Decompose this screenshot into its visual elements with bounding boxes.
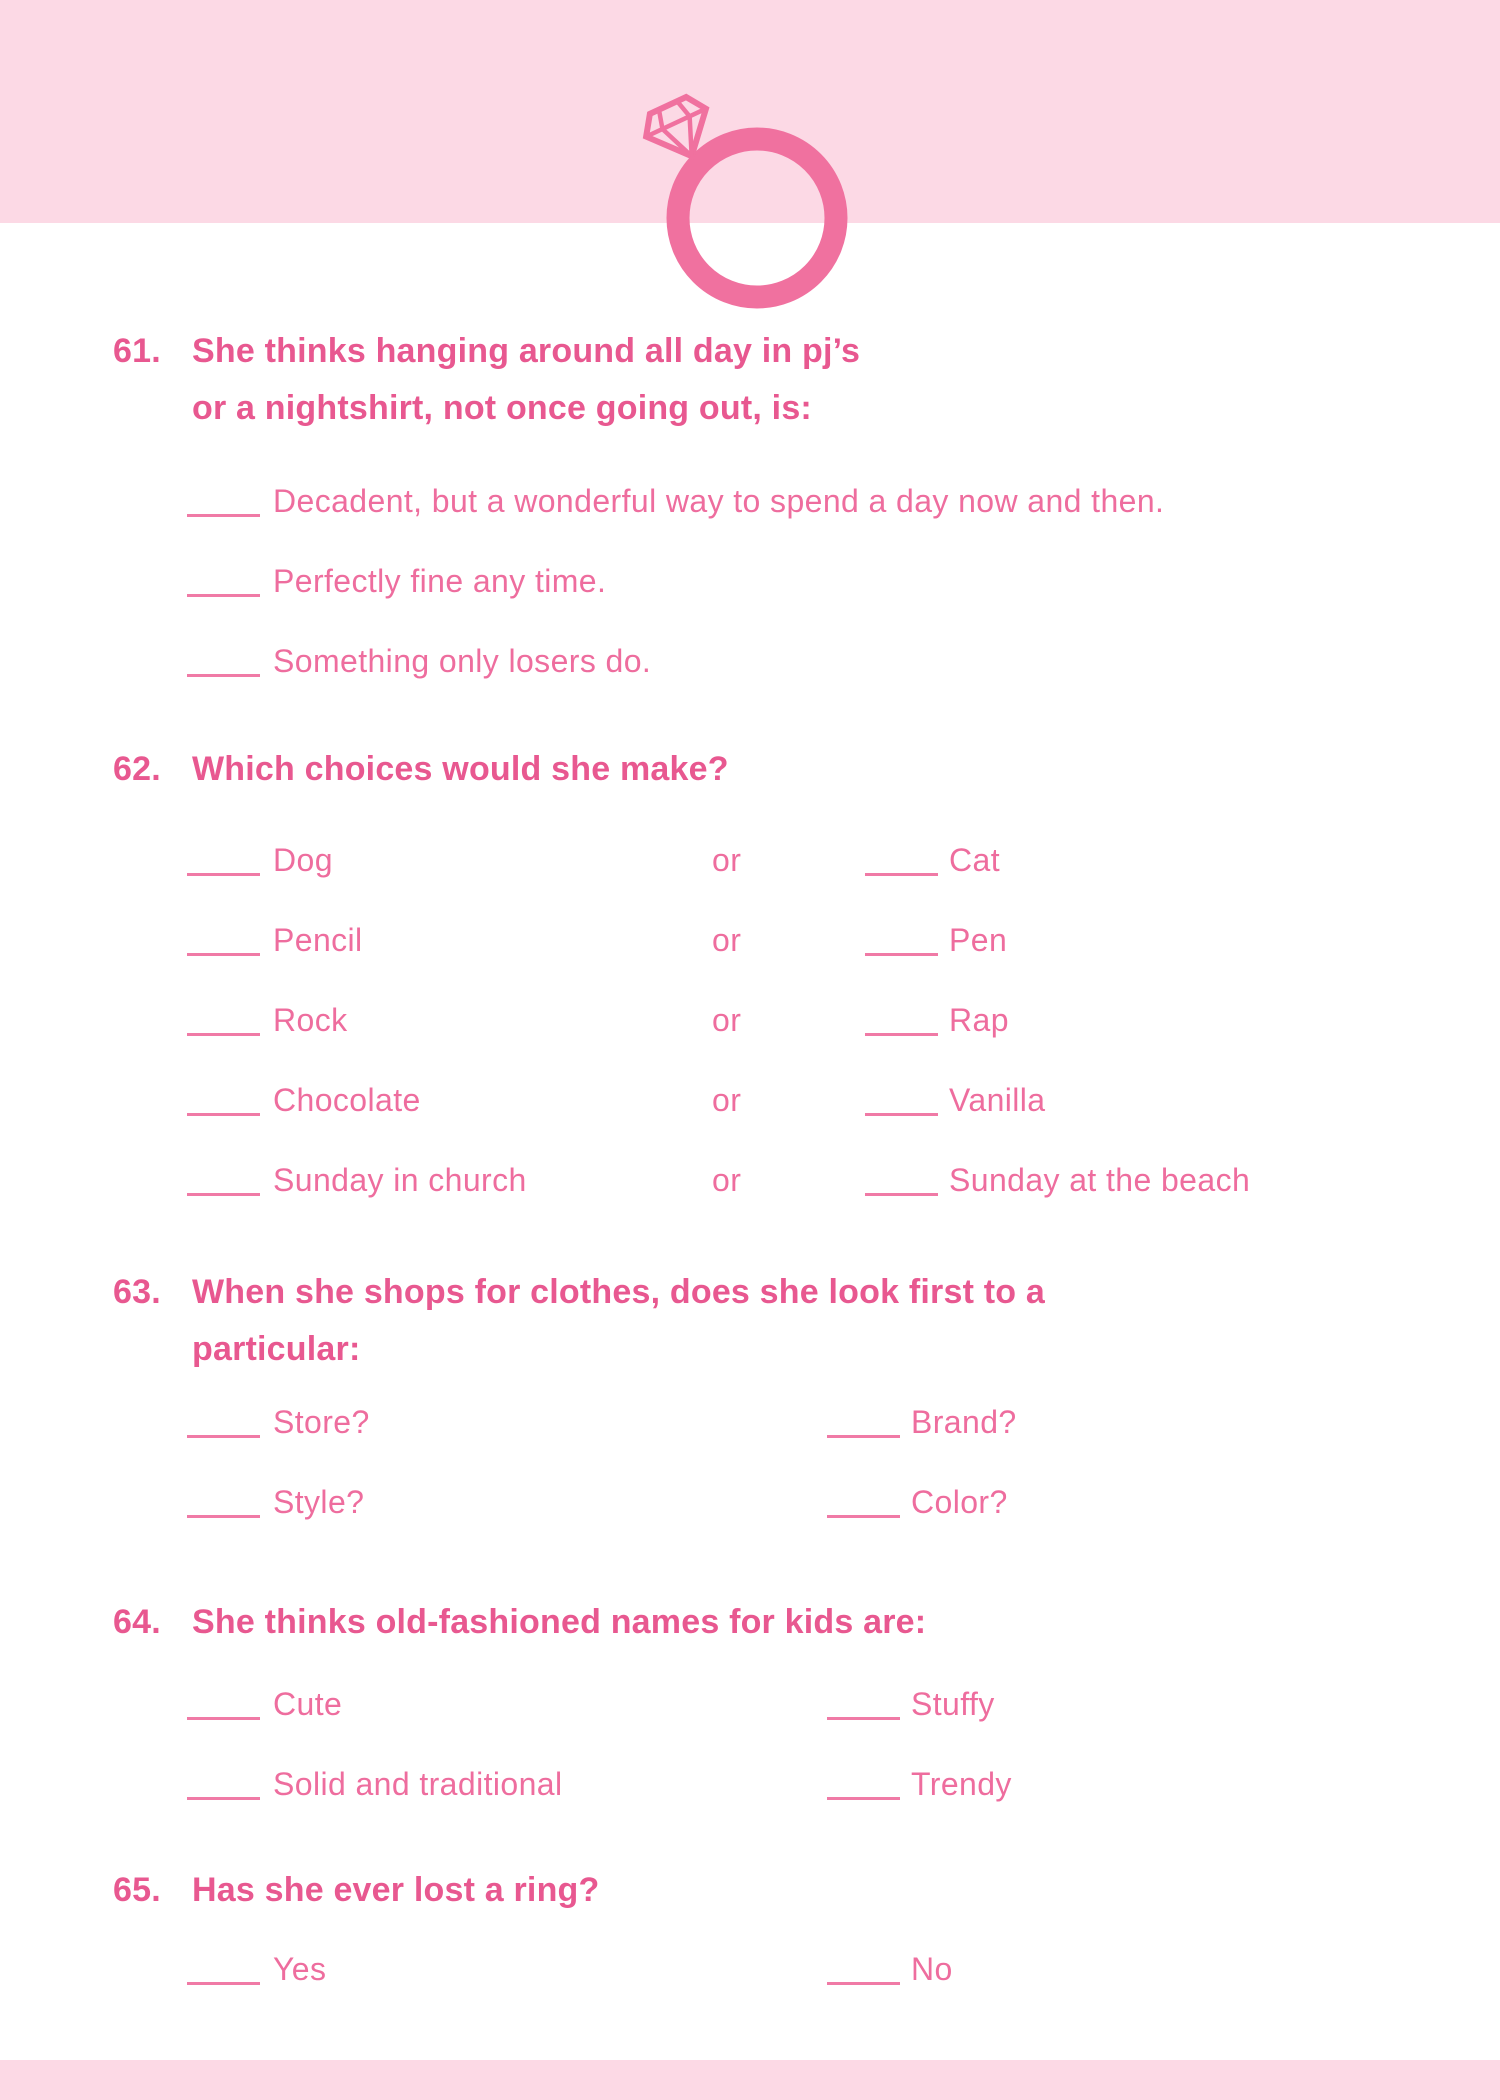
answer-label: Stuffy (911, 1686, 995, 1722)
right-choice (827, 1764, 1012, 1804)
question-64-heading (113, 1594, 1500, 1651)
left-choice (187, 920, 712, 960)
two-column-row (187, 1402, 1500, 1442)
left-choice (187, 1482, 827, 1522)
answer-label: Sunday at the beach (949, 1162, 1251, 1198)
question-number: 63. (113, 1273, 161, 1311)
right-choice (827, 1402, 1017, 1442)
left-choice (187, 1000, 712, 1040)
answer-label: Sunday in church (273, 1162, 527, 1198)
answer-label: Store? (273, 1404, 370, 1440)
answer-blank[interactable] (187, 1982, 260, 1985)
answer-blank[interactable] (187, 594, 260, 597)
footer-banner (0, 2060, 1500, 2100)
answer-blank[interactable] (187, 1717, 260, 1720)
answer-option (187, 641, 1500, 681)
answer-label: Decadent, but a wonderful way to spend a day now and then. (273, 483, 1165, 519)
question-text (192, 741, 729, 798)
left-choice (187, 1684, 827, 1724)
left-choice (187, 1402, 827, 1442)
answer-label: Yes (273, 1951, 327, 1987)
answer-blank[interactable] (827, 1515, 900, 1518)
answer-blank[interactable] (187, 1193, 260, 1196)
either-or-row (187, 840, 1500, 880)
answer-label: Brand? (911, 1404, 1017, 1440)
or-label: or (712, 842, 742, 878)
question-text-line: Which choices would she make? (192, 750, 729, 788)
or-label: or (712, 1002, 742, 1038)
two-column-row (187, 1949, 1500, 1989)
right-choice (865, 840, 1000, 880)
left-choice (187, 1949, 827, 1989)
question-text-line: When she shops for clothes, does she look first to a (192, 1273, 1045, 1311)
question-text (192, 1264, 1045, 1378)
answer-label: Something only losers do. (273, 643, 652, 679)
answer-blank[interactable] (187, 1435, 260, 1438)
or-label: or (712, 1082, 742, 1118)
or-label: or (712, 922, 742, 958)
question-text-line: Has she ever lost a ring? (192, 1871, 600, 1909)
answer-label: Rap (949, 1002, 1009, 1038)
question-text (192, 1862, 600, 1919)
answer-blank[interactable] (865, 1033, 938, 1036)
left-choice (187, 1080, 712, 1120)
answer-blank[interactable] (827, 1435, 900, 1438)
right-choice (865, 1000, 1009, 1040)
answer-label: Trendy (911, 1766, 1012, 1802)
question-text-line: or a nightshirt, not once going out, is: (192, 389, 812, 427)
answer-blank[interactable] (827, 1797, 900, 1800)
answer-blank[interactable] (865, 953, 938, 956)
left-choice (187, 1160, 712, 1200)
question-text-line: She thinks hanging around all day in pj’s (192, 332, 861, 370)
answer-blank[interactable] (865, 1113, 938, 1116)
left-choice (187, 1764, 827, 1804)
answer-blank[interactable] (865, 873, 938, 876)
answer-blank[interactable] (187, 674, 260, 677)
right-choice (865, 1080, 1046, 1120)
question-text (192, 1594, 926, 1651)
answer-label: Rock (273, 1002, 348, 1038)
question-61-heading (113, 323, 1500, 437)
question-65-heading (113, 1862, 1500, 1919)
answer-label: Style? (273, 1484, 365, 1520)
answer-option (187, 561, 1500, 601)
right-choice (827, 1684, 995, 1724)
right-choice (827, 1949, 953, 1989)
question-63-heading (113, 1264, 1500, 1378)
question-text-line: She thinks old-fashioned names for kids are: (192, 1603, 927, 1641)
answer-blank[interactable] (827, 1982, 900, 1985)
two-column-row (187, 1764, 1500, 1804)
two-column-row (187, 1684, 1500, 1724)
answer-option (187, 481, 1500, 521)
right-choice (865, 920, 1007, 960)
answer-blank[interactable] (187, 1113, 260, 1116)
answer-label: No (911, 1951, 953, 1987)
or-label: or (712, 1162, 742, 1198)
answer-label: Perfectly fine any time. (273, 563, 607, 599)
answer-label: Pen (949, 922, 1008, 958)
answer-label: Color? (911, 1484, 1008, 1520)
answer-label: Chocolate (273, 1082, 421, 1118)
either-or-row (187, 1160, 1500, 1200)
answer-blank[interactable] (187, 1033, 260, 1036)
quiz-content (0, 223, 1500, 1989)
question-number: 62. (113, 750, 161, 788)
right-choice (865, 1160, 1250, 1200)
answer-label: Solid and traditional (273, 1766, 563, 1802)
two-column-row (187, 1482, 1500, 1522)
answer-blank[interactable] (187, 1515, 260, 1518)
right-choice (827, 1482, 1008, 1522)
either-or-row (187, 1000, 1500, 1040)
question-text-line: particular: (192, 1330, 361, 1368)
question-number: 64. (113, 1603, 161, 1641)
answer-label: Pencil (273, 922, 363, 958)
answer-blank[interactable] (187, 953, 260, 956)
answer-blank[interactable] (827, 1717, 900, 1720)
answer-label: Cute (273, 1686, 343, 1722)
either-or-row (187, 920, 1500, 960)
answer-blank[interactable] (187, 1797, 260, 1800)
answer-label: Vanilla (949, 1082, 1046, 1118)
answer-blank[interactable] (865, 1193, 938, 1196)
either-or-row (187, 1080, 1500, 1120)
answer-blank[interactable] (187, 873, 260, 876)
question-text (192, 323, 860, 437)
question-number: 61. (113, 332, 161, 370)
question-number: 65. (113, 1871, 161, 1909)
left-choice (187, 840, 712, 880)
answer-blank[interactable] (187, 514, 260, 517)
answer-label: Cat (949, 842, 1000, 878)
question-62-heading (113, 741, 1500, 798)
answer-label: Dog (273, 842, 333, 878)
